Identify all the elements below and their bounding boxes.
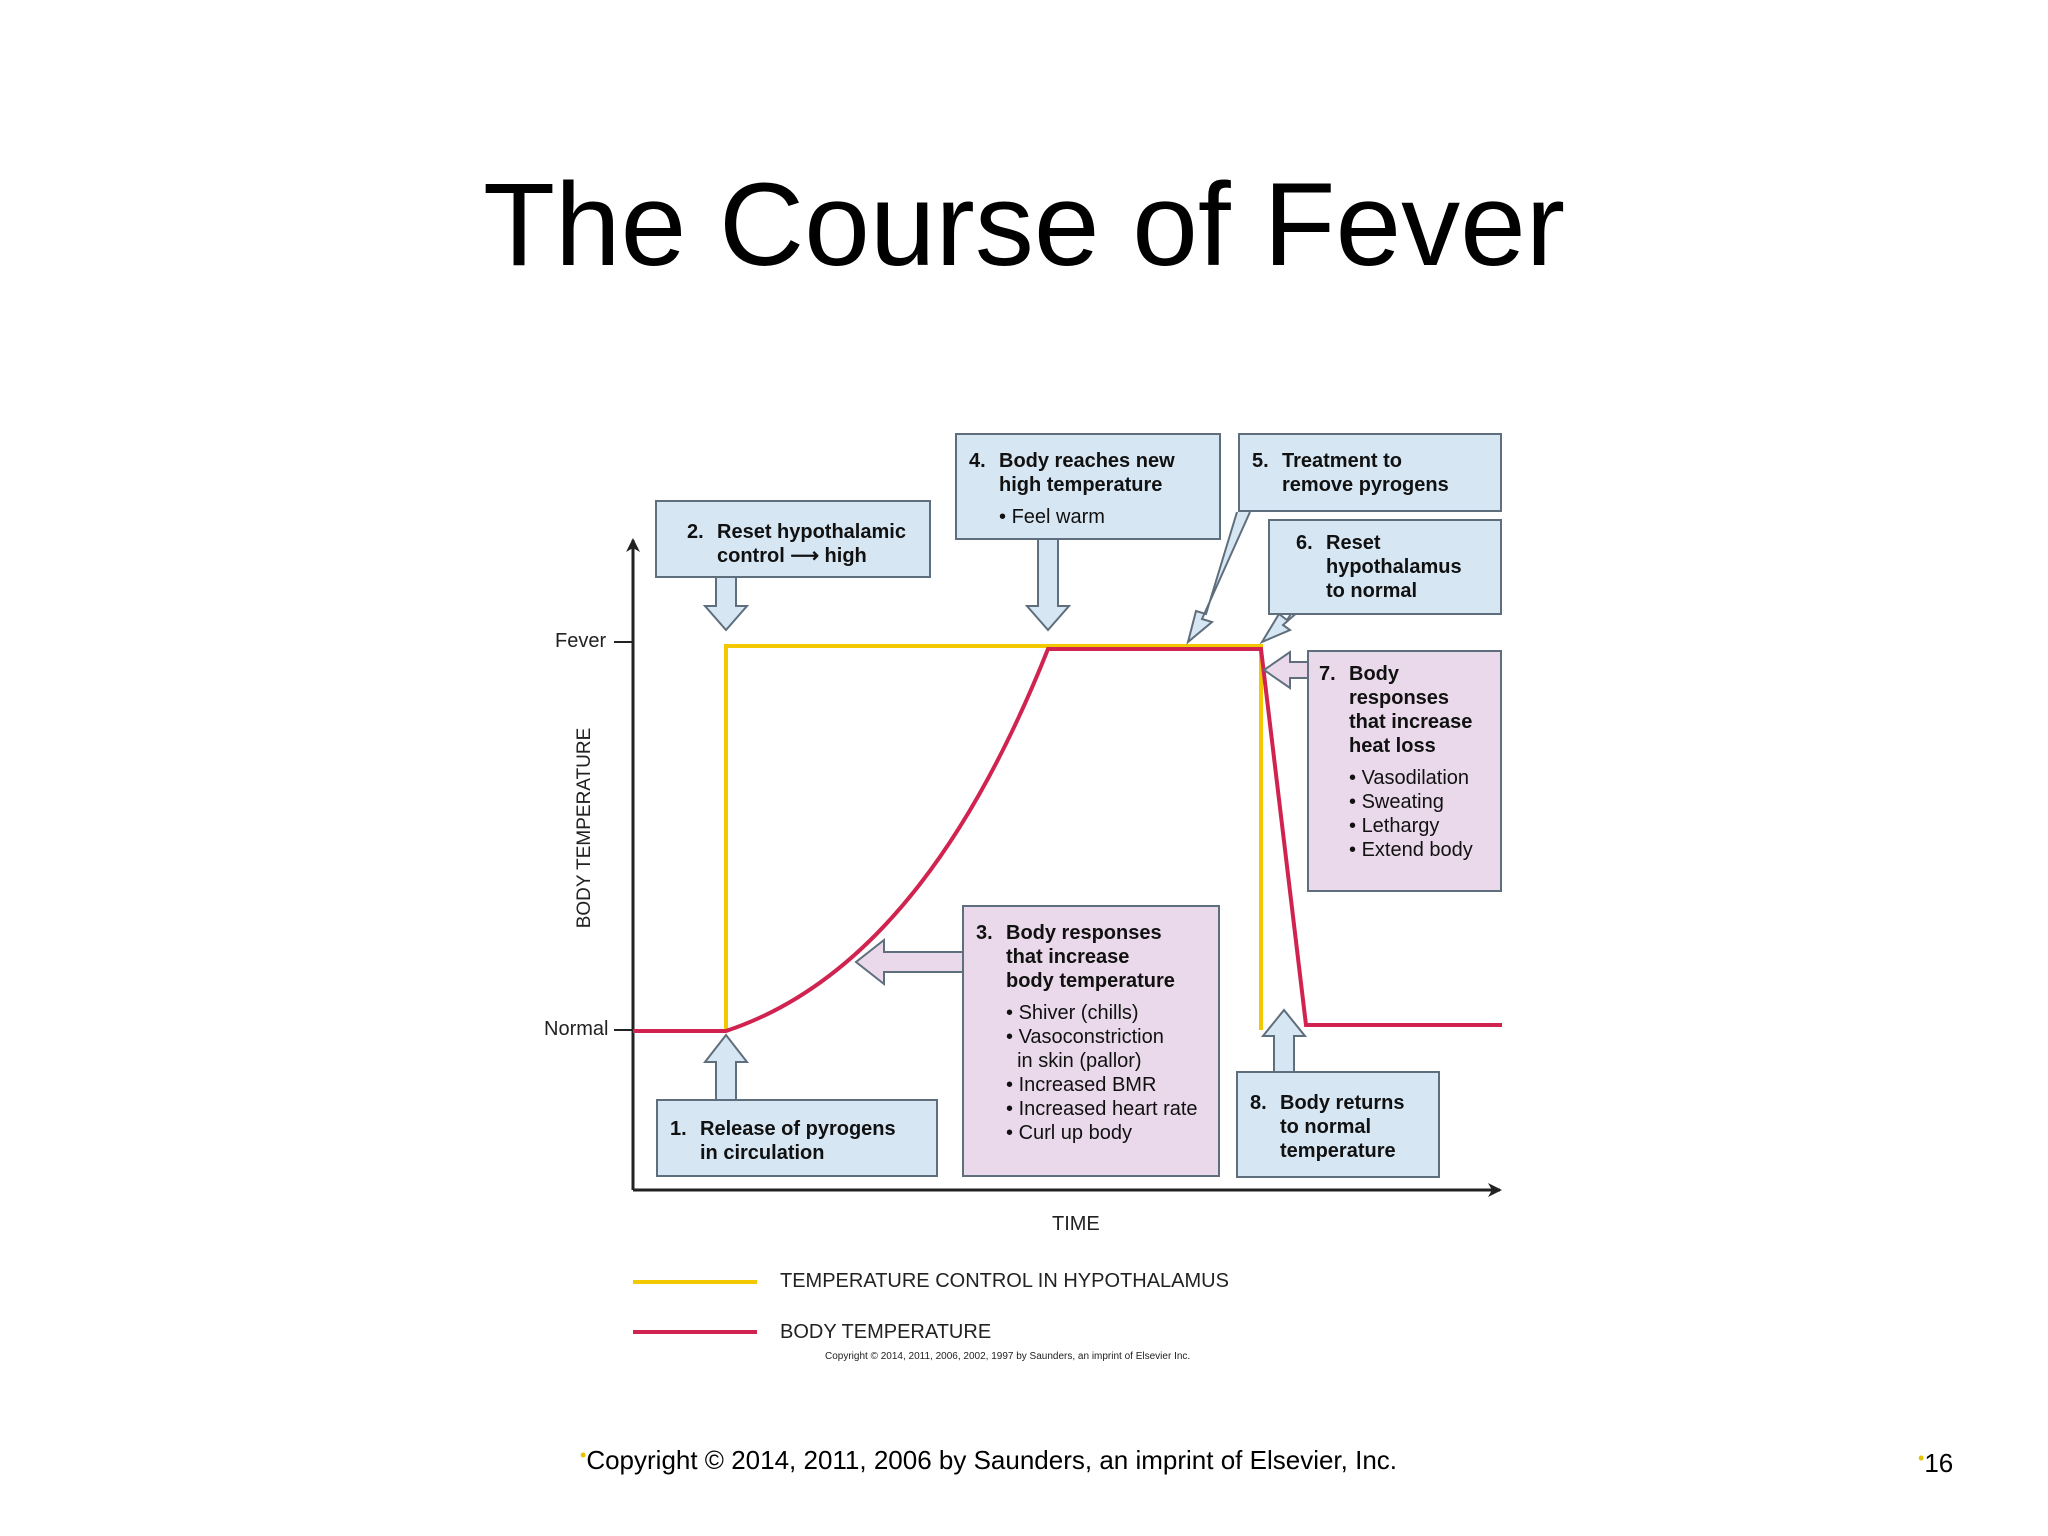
arrow-box4 — [1027, 540, 1069, 630]
box-body-returns-normal — [1236, 1071, 1440, 1178]
box-heading: Body returns to normal temperature — [1280, 1092, 1405, 1162]
step-number: 3. — [976, 922, 993, 944]
legend-hypothalamus-label: TEMPERATURE CONTROL IN HYPOTHALAMUS — [780, 1270, 1229, 1292]
bullet-item: • Increased heart rate — [1006, 1097, 1210, 1121]
step-number: 8. — [1250, 1092, 1267, 1114]
arrow-box8 — [1263, 1010, 1305, 1071]
box-heading: Release of pyrogens in circulation — [700, 1118, 896, 1164]
bullet-item: • Vasodilation — [1349, 766, 1494, 790]
page-number-text: 16 — [1924, 1448, 1954, 1478]
footer-copyright — [580, 1445, 1397, 1476]
x-axis-label: TIME — [1052, 1213, 1100, 1235]
arrow-box2 — [705, 578, 747, 630]
box-heading: Body responses that increase body temperature — [1006, 922, 1175, 992]
arrow-box3 — [856, 940, 962, 984]
arrow-box7 — [1264, 652, 1308, 688]
box-body-responses-heat-loss — [1307, 650, 1502, 892]
bullet-item: • Curl up body — [1006, 1121, 1210, 1145]
figure-copyright: Copyright © 2014, 2011, 2006, 2002, 1997 by Saunders, an imprint of Elsevier Inc. — [825, 1351, 1191, 1362]
box-treatment-remove-pyrogens — [1238, 433, 1502, 512]
slide-title: The Course of Fever — [482, 159, 1566, 291]
box-reset-hypothalamus-normal — [1268, 519, 1502, 615]
step-number: 7. — [1319, 663, 1336, 685]
step-number: 1. — [670, 1118, 687, 1140]
y-axis-label-text: BODY TEMPERATURE — [574, 727, 595, 929]
step-number: 4. — [969, 450, 986, 472]
box-body-responses-increase-temp — [962, 905, 1220, 1177]
bullet-item: • Lethargy — [1349, 814, 1494, 838]
y-tick-fever: Fever — [555, 630, 607, 652]
step-number: 6. — [1296, 532, 1313, 554]
bullet-dot: • — [580, 1445, 587, 1465]
bullet-item: • Feel warm — [999, 505, 1211, 529]
legend-body-label: BODY TEMPERATURE — [780, 1321, 992, 1343]
bullet-item: • Extend body — [1349, 838, 1494, 862]
box-heading: Body responses that increase heat loss — [1349, 663, 1473, 757]
step-number: 5. — [1252, 450, 1269, 472]
y-tick-normal: Normal — [544, 1018, 609, 1040]
box-bullet-list — [1319, 766, 1494, 862]
page-number — [1918, 1448, 1953, 1479]
box-heading: Reset hypothalamic control ⟶ high — [717, 521, 906, 567]
box-heading: Reset hypothalamus to normal — [1326, 532, 1462, 602]
step-number: 2. — [687, 521, 704, 543]
footer-copyright-text: Copyright © 2014, 2011, 2006 by Saunders, an imprint of Elsevier, Inc. — [586, 1445, 1398, 1475]
box-release-of-pyrogens — [656, 1099, 938, 1177]
box-bullet-list — [976, 1001, 1210, 1145]
box-bullet-list — [969, 505, 1211, 529]
box-reset-hypothalamic-control — [655, 500, 931, 578]
arrow-box1 — [705, 1035, 747, 1099]
bullet-item: • Shiver (chills) — [1006, 1001, 1210, 1025]
box-heading: Body reaches new high temperature — [999, 450, 1175, 496]
box-heading: Treatment to remove pyrogens — [1282, 450, 1449, 496]
bullet-item: • Vasoconstriction in skin (pallor) — [1006, 1025, 1210, 1073]
bullet-dot: • — [1918, 1448, 1925, 1468]
bullet-item: • Increased BMR — [1006, 1073, 1210, 1097]
box-body-reaches-high-temp — [955, 433, 1221, 540]
bullet-item: • Sweating — [1349, 790, 1494, 814]
